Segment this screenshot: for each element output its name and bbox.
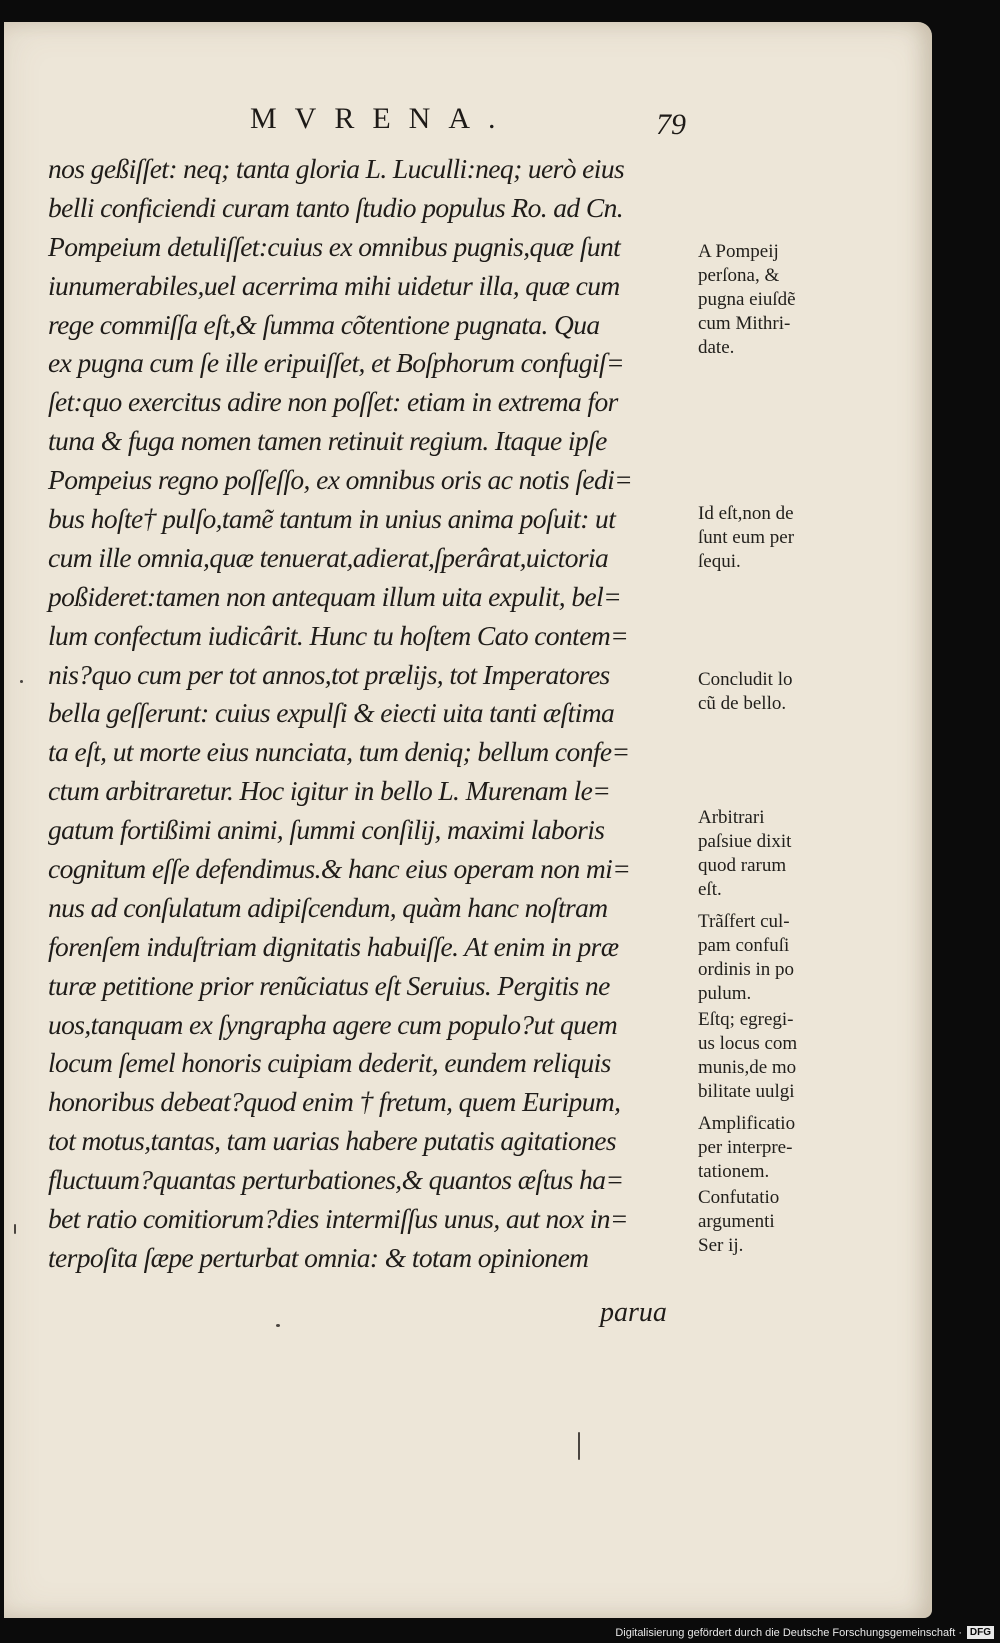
digitization-credit: Digitalisierung gefördert durch die Deutsche Forschungsgemeinschaft · xyxy=(615,1627,962,1639)
margin-note-line: Amplificatio xyxy=(698,1113,796,1134)
paper-speck xyxy=(14,1224,16,1234)
paper-speck xyxy=(20,680,23,683)
text-line: locum ſemel honoris cuipiam dederit, eundem reliquis xyxy=(48,1047,611,1079)
running-head: MVRENA. xyxy=(250,102,514,135)
margin-note-line: eſt. xyxy=(698,879,722,900)
text-line: cognitum eſſe defendimus.& hanc eius operam non mi= xyxy=(48,853,631,885)
margin-note-line: pugna eiuſdẽ xyxy=(698,289,796,310)
text-line: fluctuum?quantas perturbationes,& quantos æſtus ha= xyxy=(48,1164,624,1196)
text-line: ſet:quo exercitus adire non poſſet: etiam in extrema for xyxy=(48,386,618,418)
text-line: tot motus,tantas, tam uarias habere putatis agitationes xyxy=(48,1125,616,1157)
margin-note-line: cũ de bello. xyxy=(698,693,787,714)
margin-note-confutatio xyxy=(698,1186,838,1258)
text-line: bus hoſte† pulſo,tamẽ tantum in unius anima poſuit: ut xyxy=(48,503,616,535)
margin-note-line: Confutatio xyxy=(698,1187,780,1208)
margin-note-line: Ser ij. xyxy=(698,1235,744,1256)
margin-note-line: cum Mithri- xyxy=(698,313,791,334)
text-line: lum confectum iudicârit. Hunc tu hoſtem Cato contem= xyxy=(48,619,629,651)
text-line: poßideret:tamen non antequam illum uita expulit, bel= xyxy=(48,580,622,612)
margin-note-line: quod rarum xyxy=(698,855,787,876)
text-line: gatum fortißimi animi, ſummi conſilij, maximi laboris xyxy=(48,814,605,846)
text-line: ctum arbitraretur. Hoc igitur in bello L. Murenam le= xyxy=(48,775,611,807)
margin-note-line: Eſtq; egregi- xyxy=(698,1009,794,1030)
margin-note-line: ſunt eum per xyxy=(698,527,795,548)
margin-note-amplificatio xyxy=(698,1112,838,1184)
text-line: uos,tanquam ex ſyngrapha agere cum populo?ut quem xyxy=(48,1008,618,1040)
margin-note-line: perſona, & xyxy=(698,265,780,286)
text-line: nos geßiſſet: neq; tanta gloria L. Luculli:neq; uerò eius xyxy=(48,153,625,184)
text-line: Pompeius regno poſſeſſo, ex omnibus oris ac notis ſedi= xyxy=(48,464,633,496)
margin-note-line: A Pompeij xyxy=(698,241,779,262)
margin-note-line: pulum. xyxy=(698,983,752,1004)
margin-note-line: Arbitrari xyxy=(698,807,765,828)
margin-note-line: ſequi. xyxy=(698,551,741,572)
text-line: ta eſt, ut morte eius nunciata, tum deniq; bellum confe= xyxy=(48,736,630,768)
text-line: nus ad conſulatum adipiſcendum, quàm hanc noſtram xyxy=(48,891,608,923)
text-line: cum ille omnia,quæ tenuerat,adierat,ſperârat,uictoria xyxy=(48,541,609,573)
margin-note-line: tationem. xyxy=(698,1161,770,1182)
margin-note-line: argumenti xyxy=(698,1211,775,1232)
paper-speck xyxy=(578,1432,580,1460)
margin-note-line: Trãſfert cul- xyxy=(698,911,790,932)
margin-note-line: date. xyxy=(698,337,735,358)
margin-note-line: paſsiue dixit xyxy=(698,831,792,852)
text-line: honoribus debeat?quod enim † fretum, quem Euripum, xyxy=(48,1086,621,1118)
text-line: nis?quo cum per tot annos,tot prælijs, tot Imperatores xyxy=(48,658,610,690)
main-text-block xyxy=(48,150,698,1278)
margin-note-egregius xyxy=(698,1008,838,1104)
text-line: rege commiſſa eſt,& ſumma cõtentione pugnata. Qua xyxy=(48,308,600,340)
margin-note-line: us locus com xyxy=(698,1033,798,1054)
margin-note-id-est xyxy=(698,502,838,574)
text-line: bet ratio comitiorum?dies intermiſſus unus, aut nox in= xyxy=(48,1203,628,1235)
text-line: tuna & fuga nomen tamen retinuit regium. Itaque ipſe xyxy=(48,425,607,457)
text-line: belli conficiendi curam tanto ſtudio populus Ro. ad Cn. xyxy=(48,191,624,223)
text-line: turæ petitione prior renũciatus eſt Seruius. Pergitis ne xyxy=(48,969,610,1001)
margin-note-line: Concludit lo xyxy=(698,669,793,690)
margin-note-line: pam confuſi xyxy=(698,935,790,956)
margin-note-arbitrari xyxy=(698,806,838,902)
margin-note-line: Id eſt,non de xyxy=(698,503,794,524)
margin-note-concludit xyxy=(698,668,838,716)
paper-speck xyxy=(276,1324,280,1327)
text-line: ex pugna cum ſe ille eripuiſſet, et Boſphorum confugiſ= xyxy=(48,347,624,379)
margin-note-line: ordinis in po xyxy=(698,959,795,980)
text-line: forenſem induſtriam dignitatis habuiſſe. At enim in præ xyxy=(48,930,619,962)
catchword: parua xyxy=(600,1297,667,1328)
dfg-logo: DFG xyxy=(967,1626,994,1639)
page-number: 79 xyxy=(656,108,686,141)
text-line: bella geſſerunt: cuius expulſi & eiecti uita tanti æſtima xyxy=(48,697,615,729)
margin-note-line: per interpre- xyxy=(698,1137,793,1158)
text-line: Pompeium detuliſſet:cuius ex omnibus pugnis,quæ ſunt xyxy=(48,230,621,262)
text-line: terpoſita ſæpe perturbat omnia: & totam opinionem xyxy=(48,1241,589,1273)
margin-note-pompeius xyxy=(698,240,838,360)
text-line: iunumerabiles,uel acerrima mihi uidetur illa, quæ cum xyxy=(48,269,620,301)
margin-note-line: bilitate uulgi xyxy=(698,1081,795,1102)
margin-note-transfert xyxy=(698,910,838,1006)
margin-note-line: munis,de mo xyxy=(698,1057,797,1078)
